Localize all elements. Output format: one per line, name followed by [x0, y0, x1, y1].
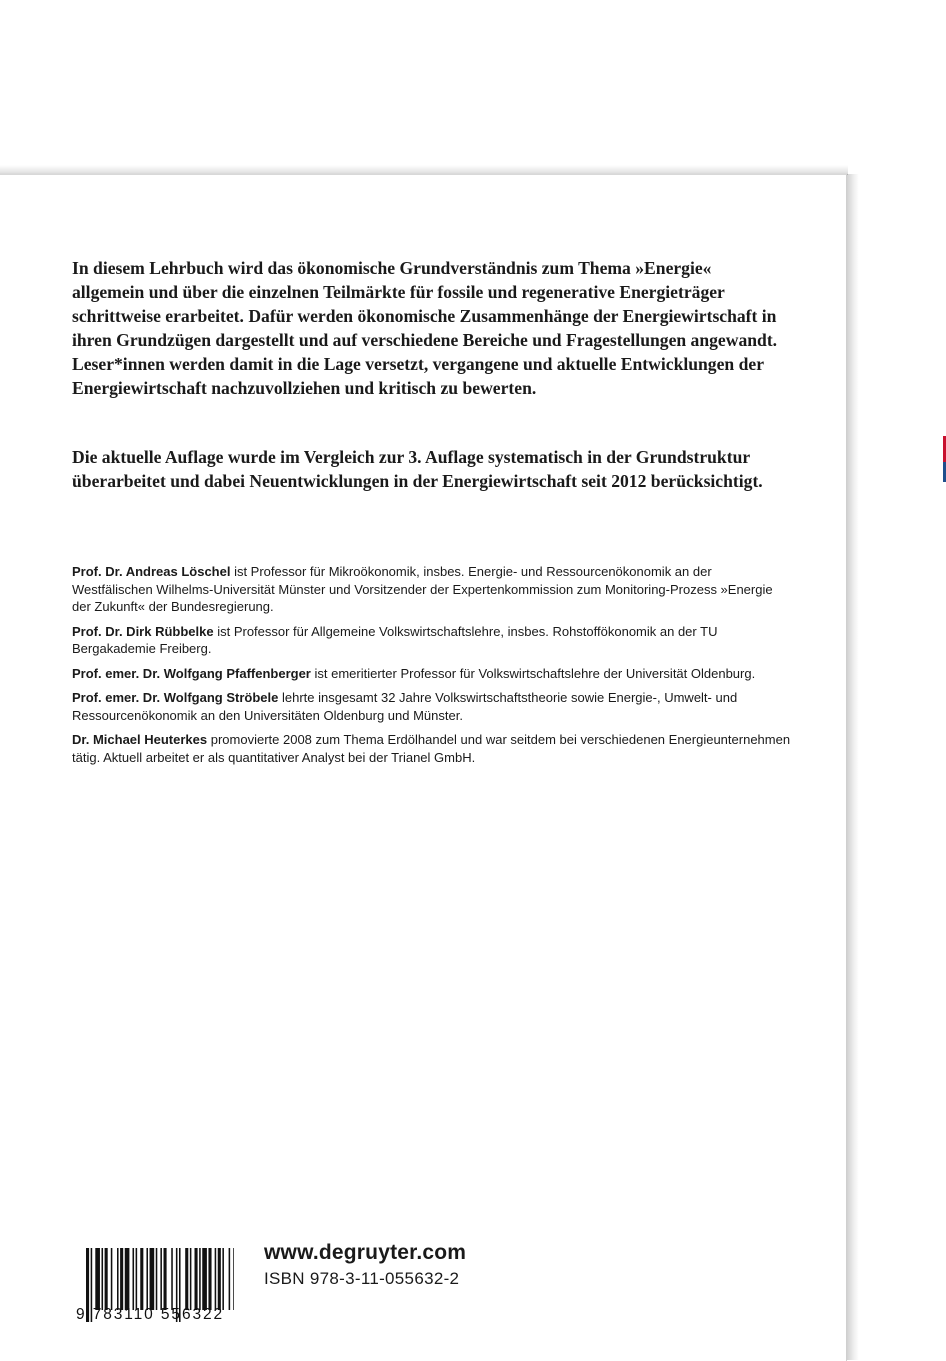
isbn-number: ISBN 978-3-11-055632-2	[264, 1269, 460, 1288]
background-top	[0, 0, 946, 172]
barcode-digits: 9 783110 556322	[76, 1306, 225, 1323]
author-bio	[72, 689, 792, 724]
author-description: ist Professor für Mikroökonomik, insbes. Energie- und Ressourcenökonomik an der Westfälischen Wilhelms-Universität Münster und Vorsitzender der Expertenkommission zum Monitoring-Prozess »Energie der Zukunft« der Bundesregierung.	[72, 564, 773, 614]
author-bio	[72, 665, 792, 683]
author-name: Prof. Dr. Andreas Löschel	[72, 564, 231, 579]
author-description: promovierte 2008 zum Thema Erdölhandel und war seitdem bei verschiedenen Energieunternehmen tätig. Aktuell arbeitet er als quantitativer Analyst bei der Trianel GmbH.	[72, 732, 791, 765]
author-description: lehrte insgesamt 32 Jahre Volkswirtschaftstheorie sowie Energie-, Umwelt- und Ressourcenökonomik an den Universitäten Oldenburg und Münster.	[72, 690, 738, 723]
author-description: ist emeritierter Professor für Volkswirtschaftslehre der Universität Oldenburg.	[310, 665, 756, 681]
publisher-website[interactable]: www.degruyter.com	[264, 1241, 467, 1264]
author-bios	[72, 563, 792, 773]
author-bio	[72, 563, 792, 616]
book-spine	[859, 174, 946, 1360]
author-name: Prof. emer. Dr. Wolfgang Ströbele	[72, 690, 279, 705]
author-bio	[72, 623, 792, 658]
spine-shadow	[847, 174, 859, 1360]
blurb-paragraph-1: In diesem Lehrbuch wird das ökonomische Grundverständnis zum Thema »Energie« allgemein und über die einzelnen Teilmärkte für fossile und regenerative Energieträger schrittweise erarbeitet. Dafür werden ökonomische Zusammenhänge der Energiewirtschaft in ihren Grundzügen dargestellt und auf verschiedene Bereiche und Fragestellungen angewandt. Leser*innen werden damit in die Lage versetzt, vergangene und aktuelle Entwicklungen der Energiewirtschaft nachzuvollziehen und kritisch zu bewerten.	[72, 258, 778, 398]
author-description: ist Professor für Allgemeine Volkswirtschaftslehre, insbes. Rohstoffökonomik an der TU Bergakademie Freiberg.	[72, 623, 718, 656]
author-name: Prof. emer. Dr. Wolfgang Pfaffenberger	[72, 665, 311, 681]
author-name: Dr. Michael Heuterkes	[72, 732, 208, 747]
blurb-paragraph-2: Die aktuelle Auflage wurde im Vergleich zur 3. Auflage systematisch in der Grundstruktur überarbeitet und dabei Neuentwicklungen in der Energiewirtschaft seit 2012 berücksichtigt.	[72, 447, 763, 491]
author-name: Prof. Dr. Dirk Rübbelke	[72, 623, 214, 639]
author-bio	[72, 731, 792, 766]
